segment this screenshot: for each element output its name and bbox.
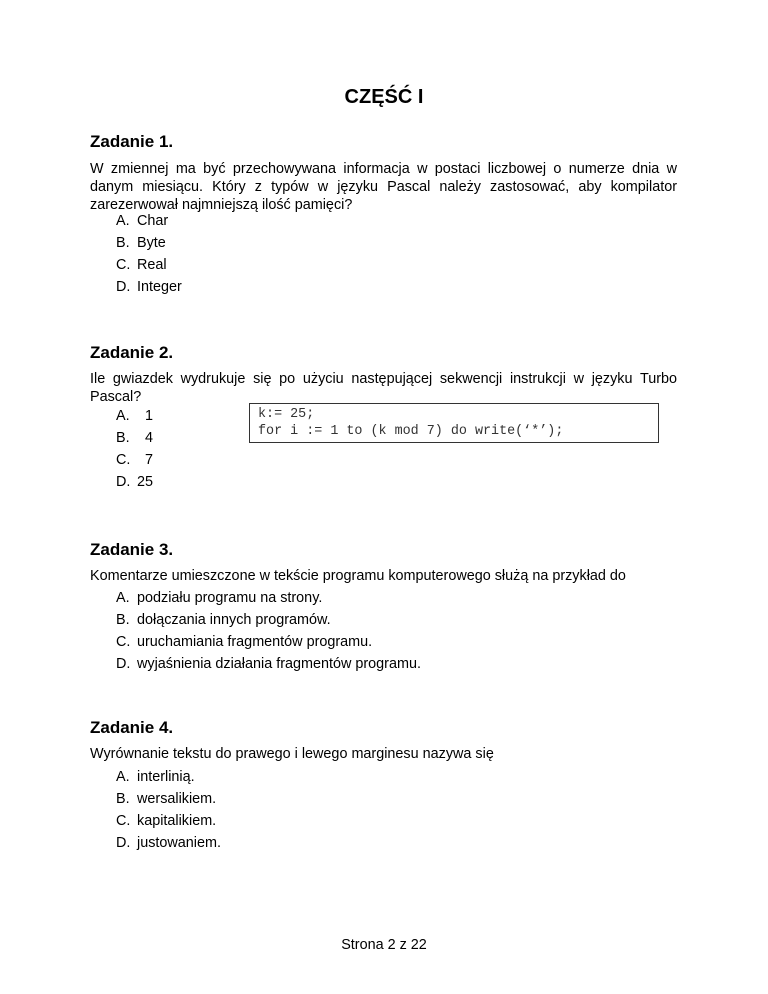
task-1-question: W zmiennej ma być przechowywana informacja w postaci liczbowej o numerze dnia w danym miesiącu. Który z typów w języku Pascal należy zastosować, aby kompilator zarezerwował najmniejszą ilość pamięci? [90, 161, 677, 213]
task-2-heading: Zadanie 2. [90, 343, 174, 362]
option-b: B. dołączania innych programów. [116, 612, 331, 628]
option-d: D. Integer [116, 279, 182, 295]
option-d: D. justowaniem. [116, 835, 221, 851]
option-a: A. interlinią. [116, 769, 195, 785]
option-b: B. 4 [116, 430, 154, 446]
task-3-options [116, 587, 421, 675]
task-2-options [116, 405, 153, 493]
option-a: A. 1 [116, 408, 154, 424]
task-1-options [116, 210, 182, 298]
code-snippet [249, 403, 659, 443]
option-a: A. Char [116, 213, 169, 229]
page-number: Strona 2 z 22 [341, 937, 427, 953]
task-4-heading: Zadanie 4. [90, 718, 174, 737]
option-b: B. Byte [116, 235, 166, 251]
option-d: D. 25 [116, 474, 154, 490]
option-a: A. podziału programu na strony. [116, 590, 323, 606]
task-3-question: Komentarze umieszczone w tekście programu komputerowego służą na przykład do [90, 568, 626, 584]
code-line: k:= 25; [258, 407, 315, 422]
task-3-heading: Zadanie 3. [90, 540, 174, 559]
option-c: C. kapitalikiem. [116, 813, 217, 829]
page-title: CZĘŚĆ I [344, 86, 424, 108]
option-c: C. Real [116, 257, 167, 273]
option-c: C. 7 [116, 452, 154, 468]
option-b: B. wersalikiem. [116, 791, 217, 807]
task-4-question: Wyrównanie tekstu do prawego i lewego marginesu nazywa się [90, 746, 494, 762]
option-c: C. uruchamiania fragmentów programu. [116, 634, 373, 650]
task-4-options [116, 766, 221, 854]
task-2-question: Ile gwiazdek wydrukuje się po użyciu następującej sekwencji instrukcji w języku Turbo Pascal? [90, 371, 677, 405]
option-d: D. wyjaśnienia działania fragmentów programu. [116, 656, 421, 672]
task-1-heading: Zadanie 1. [90, 132, 174, 151]
code-line: for i := 1 to (k mod 7) do write(‘*’); [258, 424, 564, 439]
